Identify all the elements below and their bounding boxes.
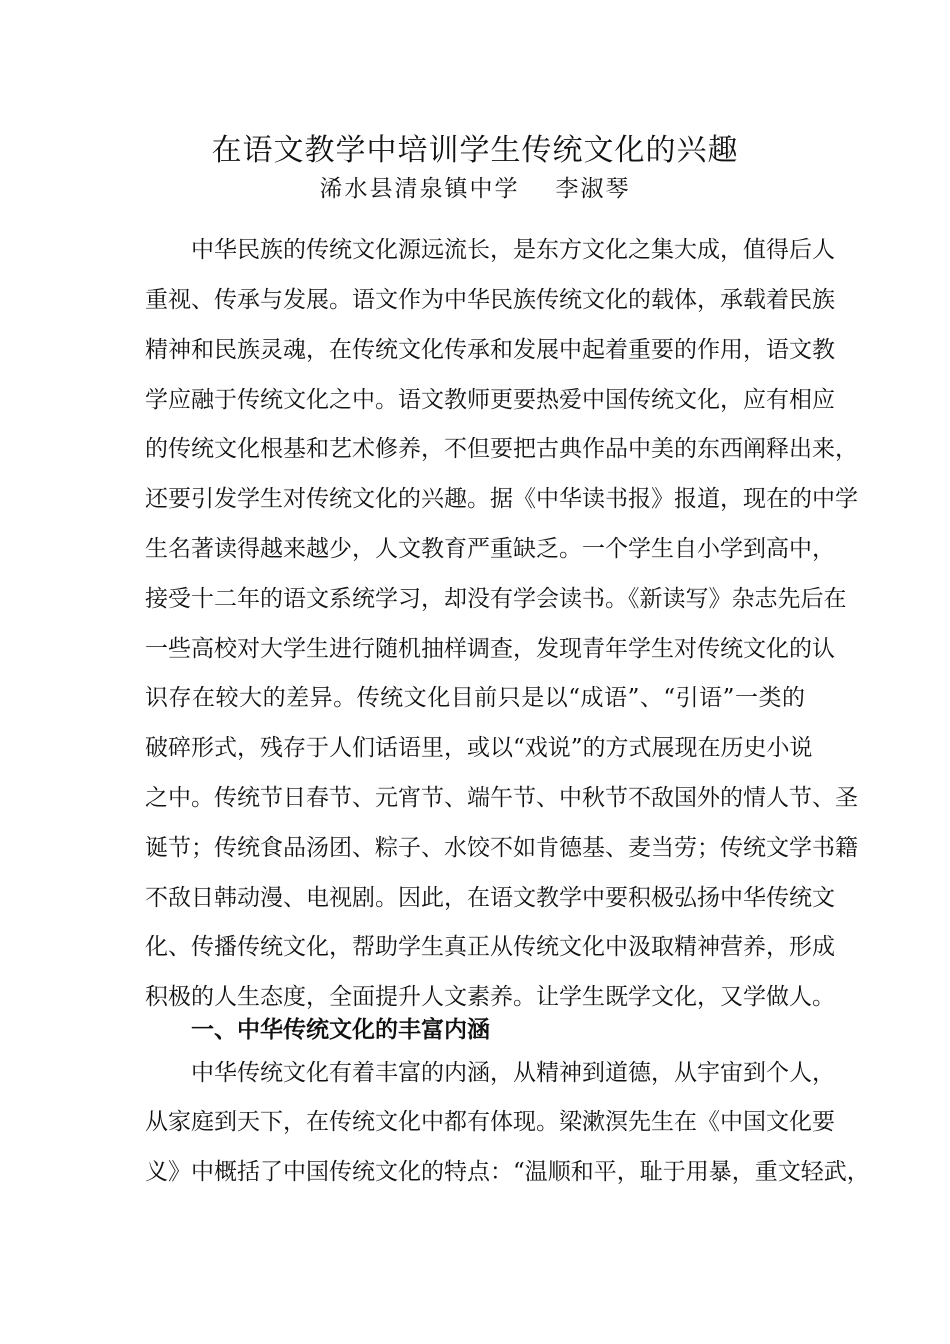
paragraph-line: 破碎形式，残存于人们话语里，或以“戏说”的方式展现在历史小说 <box>145 735 813 761</box>
paragraph-line: 识存在较大的差异。传统文化目前只是以“成语”、“引语”一类的 <box>145 685 805 711</box>
paragraph-line: 积极的人生态度，全面提升人文素养。让学生既学文化，又学做人。 <box>145 984 835 1010</box>
paragraph-line: 的传统文化根基和艺术修养，不但要把古典作品中美的东西阐释出来， <box>145 436 858 462</box>
paragraph-line: 一些高校对大学生进行随机抽样调查，发现青年学生对传统文化的认 <box>145 636 835 662</box>
paragraph-line: 生名著读得越来越少，人文教育严重缺乏。一个学生自小学到高中， <box>145 536 835 562</box>
paragraph-line: 不敌日韩动漫、电视剧。因此，在语文教学中要积极弘扬中华传统文 <box>145 885 835 911</box>
paragraph-line: 接受十二年的语文系统学习，却没有学会读书。《新读写》杂志先后在 <box>145 586 847 612</box>
paragraph-line: 中华传统文化有着丰富的内涵，从精神到道德，从宇宙到个人， <box>191 1060 835 1086</box>
author-name: 李淑琴 <box>555 176 631 202</box>
paragraph-line: 化、传播传统文化，帮助学生真正从传统文化中汲取精神营养，形成 <box>145 934 835 960</box>
paragraph-line: 中华民族的传统文化源远流长，是东方文化之集大成，值得后人 <box>191 237 835 263</box>
byline <box>0 174 950 204</box>
paragraph-line: 精神和民族灵魂，在传统文化传承和发展中起着重要的作用，语文教 <box>145 337 835 363</box>
paragraph-line: 之中。传统节日春节、元宵节、端午节、中秋节不敌国外的情人节、圣 <box>145 785 858 811</box>
section-heading: 一、中华传统文化的丰富内涵 <box>191 1017 490 1043</box>
paragraph-line: 义》中概括了中国传统文化的特点：“温顺和平，耻于用暴，重文轻武， <box>145 1159 870 1185</box>
document-title: 在语文教学中培训学生传统文化的兴趣 <box>211 133 739 168</box>
paragraph-line: 重视、传承与发展。语文作为中华民族传统文化的载体，承载着民族 <box>145 287 835 313</box>
paragraph-line: 从家庭到天下，在传统文化中都有体现。梁漱溟先生在《中国文化要 <box>145 1109 835 1135</box>
paragraph-line: 还要引发学生对传统文化的兴趣。据《中华读书报》报道，现在的中学 <box>145 486 858 512</box>
school-name: 浠水县清泉镇中学 <box>319 176 520 202</box>
paragraph-line: 学应融于传统文化之中。语文教师更要热爱中国传统文化，应有相应 <box>145 387 835 413</box>
paragraph-line: 诞节；传统食品汤团、粽子、水饺不如肯德基、麦当劳；传统文学书籍 <box>145 835 858 861</box>
